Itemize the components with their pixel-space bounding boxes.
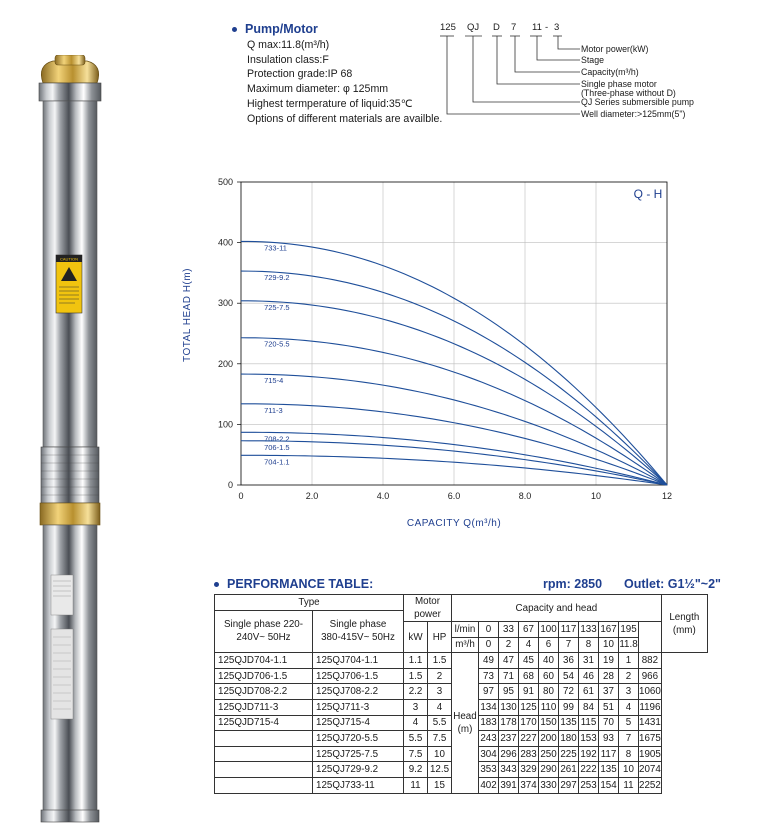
head-value: 330: [539, 777, 559, 793]
lmin-value: 167: [599, 622, 619, 638]
code-segment: 3: [554, 22, 560, 33]
hp-value: 4: [428, 699, 452, 715]
chart-title: Q - H: [633, 187, 663, 201]
single-phase-header: Single phase 220-240V~ 50Hz: [215, 610, 313, 653]
m3h-value: 7: [559, 637, 579, 653]
qh-chart: [160, 170, 700, 535]
head-value: 4: [619, 699, 639, 715]
single-phase-model: 125QJD711-3: [215, 699, 313, 715]
head-value: 117: [599, 746, 619, 762]
head-value: 11: [619, 777, 639, 793]
hp-value: 1.5: [428, 653, 452, 669]
head-value: 130: [499, 699, 519, 715]
kw-value: 3: [404, 699, 428, 715]
head-value: 28: [599, 668, 619, 684]
curve-label: 725-7.5: [264, 302, 290, 312]
lmin-value: 33: [499, 622, 519, 638]
head-value: 110: [539, 699, 559, 715]
head-value: 68: [519, 668, 539, 684]
code-label: Single phase motor: [581, 79, 657, 89]
head-value: 40: [539, 653, 559, 669]
head-value: 402: [479, 777, 499, 793]
caution-label-text: CAUTION: [60, 256, 78, 262]
lmin-value: 133: [579, 622, 599, 638]
head-value: 253: [579, 777, 599, 793]
lmin-value: 117: [559, 622, 579, 638]
length-value: 966: [639, 668, 662, 684]
single-phase-model: [215, 731, 313, 747]
performance-table: [214, 594, 708, 794]
y-tick-label: 500: [217, 177, 233, 187]
three-phase-model: 125QJ733-11: [313, 777, 404, 793]
head-value: 222: [579, 762, 599, 778]
length-header: Length (mm): [661, 595, 707, 653]
head-value: 31: [579, 653, 599, 669]
spec-line: Maximum diameter: φ 125mm: [247, 83, 389, 96]
head-value: 150: [539, 715, 559, 731]
lmin-value: 0: [479, 622, 499, 638]
head-value: 170: [519, 715, 539, 731]
table-row: [215, 653, 708, 669]
kw-value: 4: [404, 715, 428, 731]
head-value: 49: [479, 653, 499, 669]
head-value: 200: [539, 731, 559, 747]
m3h-value: 8: [579, 637, 599, 653]
code-label: Well diameter:>125mm(5"): [581, 109, 686, 119]
m3h-header: m³/h: [452, 637, 479, 653]
head-value: 61: [579, 684, 599, 700]
head-value: 178: [499, 715, 519, 731]
head-value: 283: [519, 746, 539, 762]
code-segment: 11: [532, 22, 542, 33]
curve-label: 720-5.5: [264, 339, 290, 349]
code-segment: 7: [511, 22, 517, 33]
head-value: 329: [519, 762, 539, 778]
kw-value: 7.5: [404, 746, 428, 762]
head-value: 47: [499, 653, 519, 669]
outlet-label: Outlet: G1½"~2": [624, 577, 721, 591]
code-label: (Three-phase without D): [581, 88, 676, 98]
code-leader-lines: [440, 22, 590, 122]
lmin-value: 67: [519, 622, 539, 638]
hp-value: 15: [428, 777, 452, 793]
pump-motor-spec: [232, 22, 442, 127]
head-value: 8: [619, 746, 639, 762]
three-phase-model: 125QJ708-2.2: [313, 684, 404, 700]
head-value: 225: [559, 746, 579, 762]
x-tick-label: 10: [590, 491, 602, 501]
curve-label: 729-9.2: [264, 273, 290, 283]
three-phase-model: 125QJ725-7.5: [313, 746, 404, 762]
head-value: 153: [579, 731, 599, 747]
length-value: 1060: [639, 684, 662, 700]
head-value: 343: [499, 762, 519, 778]
spec-line: Options of different materials are availble.: [247, 112, 443, 125]
spec-line: Q max:11.8(m³/h): [247, 38, 330, 51]
head-value: 80: [539, 684, 559, 700]
head-value: 297: [559, 777, 579, 793]
head-value: 135: [599, 762, 619, 778]
head-value: 72: [559, 684, 579, 700]
x-axis-label: CAPACITY Q(m³/h): [406, 518, 502, 529]
bullet-icon: [232, 27, 237, 32]
single-phase-model: 125QJD706-1.5: [215, 668, 313, 684]
head-value: 97: [479, 684, 499, 700]
head-value: 115: [579, 715, 599, 731]
head-value: 99: [559, 699, 579, 715]
head-value: 7: [619, 731, 639, 747]
model-code-legend: [440, 22, 750, 122]
m3h-value: 11.8: [619, 637, 639, 653]
type-header: Type: [215, 595, 404, 611]
curve-label: 733-11: [264, 243, 287, 253]
y-tick-label: 100: [217, 419, 233, 430]
single-phase-model: [215, 746, 313, 762]
curve-label: 711-3: [264, 405, 283, 415]
x-tick-label: 4.0: [376, 491, 390, 501]
head-value: 84: [579, 699, 599, 715]
head-value: 51: [599, 699, 619, 715]
m3h-value: 2: [499, 637, 519, 653]
bullet-icon: [214, 582, 219, 587]
kw-value: 1.5: [404, 668, 428, 684]
head-value: 71: [499, 668, 519, 684]
m3h-value: 0: [479, 637, 499, 653]
motor-power-header: Motor power: [404, 595, 452, 622]
hp-header: HP: [428, 622, 452, 653]
lmin-value: 100: [539, 622, 559, 638]
hp-value: 10: [428, 746, 452, 762]
head-value: 180: [559, 731, 579, 747]
head-value: 250: [539, 746, 559, 762]
three-phase-model: 125QJ720-5.5: [313, 731, 404, 747]
x-axis-ticks: [238, 491, 672, 501]
spec-title: Pump/Motor: [232, 22, 442, 37]
head-value: 135: [559, 715, 579, 731]
single-phase-model: 125QJD708-2.2: [215, 684, 313, 700]
code-segment: 125: [440, 22, 456, 33]
head-value: 5: [619, 715, 639, 731]
kw-value: 11: [404, 777, 428, 793]
head-value: 19: [599, 653, 619, 669]
length-value: 882: [639, 653, 662, 669]
three-phase-model: 125QJ729-9.2: [313, 762, 404, 778]
code-label: QJ Series submersible pump: [581, 97, 694, 107]
head-value: 192: [579, 746, 599, 762]
m3h-value: 10: [599, 637, 619, 653]
head-value: 227: [519, 731, 539, 747]
y-tick-label: 0: [227, 480, 233, 490]
chart-grid-vertical: [312, 182, 596, 485]
head-value: 54: [559, 668, 579, 684]
hp-value: 12.5: [428, 762, 452, 778]
head-value: 374: [519, 777, 539, 793]
kw-value: 5.5: [404, 731, 428, 747]
head-value: 46: [579, 668, 599, 684]
single-phase-model: 125QJD715-4: [215, 715, 313, 731]
code-segment: -: [545, 22, 549, 33]
head-value: 70: [599, 715, 619, 731]
code-label: Stage: [581, 55, 604, 65]
hp-value: 5.5: [428, 715, 452, 731]
spec-line: Insulation class:F: [247, 53, 329, 66]
head-value: 353: [479, 762, 499, 778]
y-tick-label: 400: [217, 237, 233, 248]
three-phase-model: 125QJ711-3: [313, 699, 404, 715]
three-phase-model: 125QJ704-1.1: [313, 653, 404, 669]
caution-label: [56, 255, 82, 313]
hp-value: 2: [428, 668, 452, 684]
lmin-value: 195: [619, 622, 639, 638]
head-value: 183: [479, 715, 499, 731]
length-value: 1431: [639, 715, 662, 731]
kw-value: 2.2: [404, 684, 428, 700]
length-value: 1196: [639, 699, 662, 715]
kw-value: 9.2: [404, 762, 428, 778]
head-value: 134: [479, 699, 499, 715]
head-value: 91: [519, 684, 539, 700]
head-value: 125: [519, 699, 539, 715]
head-value: 304: [479, 746, 499, 762]
head-value: 243: [479, 731, 499, 747]
single-phase-model: [215, 777, 313, 793]
rpm-label: rpm: 2850: [543, 577, 603, 591]
head-value: 2: [619, 668, 639, 684]
single-phase-model: [215, 762, 313, 778]
length-value: 1675: [639, 731, 662, 747]
capacity-head-header: Capacity and head: [452, 595, 662, 622]
x-tick-label: 12: [661, 491, 673, 501]
head-value: 261: [559, 762, 579, 778]
length-value: 1905: [639, 746, 662, 762]
spec-line: Highest termperature of liquid:35℃: [247, 97, 413, 110]
curve-label: 708-2.2: [264, 434, 290, 444]
code-segment: QJ: [467, 22, 480, 33]
head-value: 3: [619, 684, 639, 700]
spec-line: Protection grade:IP 68: [247, 68, 353, 81]
y-axis-label: TOTAL HEAD H(m): [182, 268, 193, 362]
length-value: 2252: [639, 777, 662, 793]
code-label: Motor power(kW): [581, 44, 649, 54]
head-value: 93: [599, 731, 619, 747]
head-label: Head (m): [452, 653, 479, 793]
m3h-value: 4: [519, 637, 539, 653]
kw-header: kW: [404, 622, 428, 653]
head-value: 73: [479, 668, 499, 684]
y-axis-ticks: [218, 177, 241, 490]
performance-table-body: [215, 653, 708, 793]
pump-illustration: [25, 55, 115, 825]
head-value: 391: [499, 777, 519, 793]
head-value: 10: [619, 762, 639, 778]
curve-label: 704-1.1: [264, 457, 290, 467]
kw-value: 1.1: [404, 653, 428, 669]
three-phase-header: Single phase 380-415V~ 50Hz: [313, 610, 404, 653]
head-value: 37: [599, 684, 619, 700]
head-value: 237: [499, 731, 519, 747]
hp-value: 7.5: [428, 731, 452, 747]
three-phase-model: 125QJ715-4: [313, 715, 404, 731]
code-label: Capacity(m³/h): [581, 67, 639, 77]
lmin-header: l/min: [452, 622, 479, 638]
curve-label: 706-1.5: [264, 442, 290, 452]
m3h-value: 6: [539, 637, 559, 653]
three-phase-model: 125QJ706-1.5: [313, 668, 404, 684]
y-tick-label: 200: [217, 358, 233, 369]
head-value: 36: [559, 653, 579, 669]
head-value: 45: [519, 653, 539, 669]
head-value: 95: [499, 684, 519, 700]
head-value: 296: [499, 746, 519, 762]
x-tick-label: 2.0: [305, 491, 319, 501]
head-value: 1: [619, 653, 639, 669]
head-value: 60: [539, 668, 559, 684]
head-value: 154: [599, 777, 619, 793]
code-segment: D: [493, 22, 500, 33]
x-tick-label: 0: [238, 491, 244, 501]
x-tick-label: 6.0: [447, 491, 461, 501]
single-phase-model: 125QJD704-1.1: [215, 653, 313, 669]
head-value: 290: [539, 762, 559, 778]
y-tick-label: 300: [217, 298, 233, 309]
hp-value: 3: [428, 684, 452, 700]
x-tick-label: 8.0: [518, 491, 532, 501]
performance-table-heading: PERFORMANCE TABLE: rpm: 2850 Outlet: G1½"~2": [214, 577, 724, 591]
curve-label: 715-4: [264, 376, 284, 386]
length-value: 2074: [639, 762, 662, 778]
